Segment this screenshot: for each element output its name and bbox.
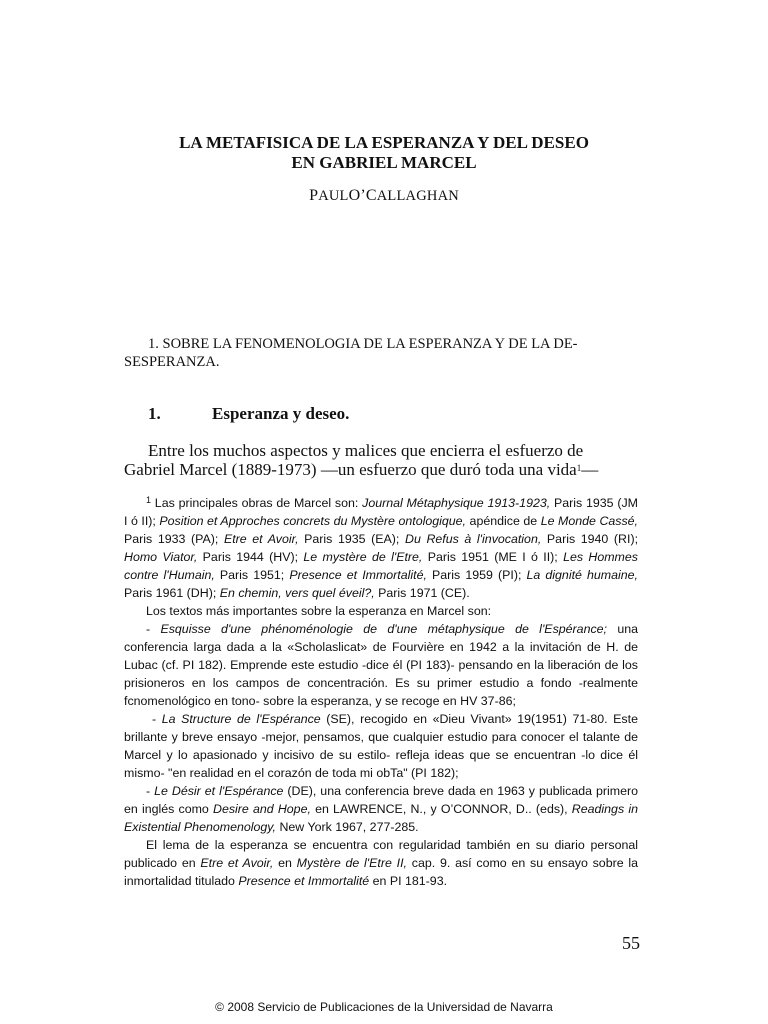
section-title: Esperanza y deseo. — [212, 404, 350, 423]
footnote — [124, 494, 638, 890]
italic-title: Presence et Immortalité, — [289, 568, 427, 582]
italic-title: Le Monde Cassé, — [540, 514, 639, 528]
footnote-marker: 1 — [146, 495, 152, 505]
italic-title: Mystère de l'Etre II, — [296, 856, 407, 870]
article-title-line-2: EN GABRIEL MARCEL — [291, 153, 477, 172]
author-last-rest: ALLAGHAN — [376, 188, 459, 204]
subsection-heading-line-1: 1. SOBRE LA FENOMENOLOGIA DE LA ESPERANZA Y DE LA DE- — [148, 336, 578, 352]
author-o: O’ — [348, 187, 366, 204]
italic-title: Position et Approches concrets du Mystère ontologique, — [159, 514, 467, 528]
text-run: Paris 1951 (ME I ó II); — [422, 550, 564, 564]
footnote-reference: 1 — [576, 463, 582, 473]
text-run: Paris 1935 (JM I ó II); — [124, 496, 638, 528]
body-line-1: Entre los muchos aspectos y malices que encierra el esfuerzo de — [148, 441, 584, 460]
text-run: Las principales obras de Marcel son: — [151, 496, 363, 510]
italic-title: Journal Métaphysique 1913-1923, — [362, 496, 551, 510]
italic-title: Readings in Existential Phenomenology, — [124, 802, 638, 834]
text-run: en LAWRENCE, N., y O’CONNOR, D.. (eds), — [310, 802, 572, 816]
text-run: Paris 1959 (PI); — [426, 568, 527, 582]
italic-title: Etre et Avoir, — [200, 856, 274, 870]
text-run: en — [273, 856, 297, 870]
italic-title: Les Hommes contre l'Humain, — [124, 550, 638, 582]
text-run: en PI 181-93. — [369, 874, 448, 888]
section-number: 1. — [148, 404, 161, 423]
footnote-runs — [124, 496, 638, 600]
text-run: - — [146, 784, 155, 798]
italic-title: Homo Viator, — [124, 550, 198, 564]
footnote-para-esquisse — [124, 620, 638, 710]
copyright-footer: © 2008 Servicio de Publicaciones de la Universidad de Navarra — [215, 1000, 553, 1014]
text-run: Paris 1961 (DH); — [124, 586, 220, 600]
text-run: El lema de la esperanza se encuentra con regularidad también en su diario personal publicado en — [124, 838, 638, 870]
footnote-para-lema — [124, 836, 638, 890]
text-run: Paris 1935 (EA); — [298, 532, 405, 546]
italic-title: Etre et Avoir, — [223, 532, 299, 546]
text-run: una conferencia larga dada a la «Scholaslicat» de Fourvière en 1942 a la invitación de H. de Lubac (cf. PI 182). Emprende este estudio -dice él (PI 183)- pensando en la liberación de los prisioneros en los campos de concentración. Es su primer estudio a fondo -realmente fcnomenológico en tono- sobre la esperanza, y se recoge en HV 37-86; — [124, 622, 638, 708]
italic-title: Desire and Hope, — [213, 802, 311, 816]
text-run: New York 1967, 277-285. — [276, 820, 419, 834]
body-line-2-dash: — — [581, 460, 599, 479]
italic-title: Du Refus à l'invocation, — [405, 532, 542, 546]
footnote-para-structure — [124, 710, 638, 782]
text-run: Paris 1933 (PA); — [124, 532, 224, 546]
article-title-line-1: LA METAFISICA DE LA ESPERANZA Y DEL DESEO — [179, 133, 589, 152]
text-run: (DE), una conferencia breve dada en 1963 y publicada primero en inglés como — [124, 784, 638, 816]
text-run: - — [152, 712, 162, 726]
author-initial-c: C — [365, 187, 377, 204]
italic-title: En chemin, vers quel éveil?, — [219, 586, 375, 600]
italic-title: Presence et Immortalité — [238, 874, 370, 888]
italic-title: Esquisse d'une phénoménologie de d'une métaphysique de l'Espérance; — [160, 622, 607, 636]
italic-title: La dignité humaine, — [526, 568, 638, 582]
footnote-para-texts: Los textos más importantes sobre la esperanza en Marcel son: — [146, 604, 492, 618]
italic-title: La Structure de l'Espérance — [161, 712, 321, 726]
text-run: - — [146, 622, 161, 636]
footnote-para-desir — [124, 782, 638, 836]
text-run: cap. 9. así como en su ensayo sobre la inmortalidad titulado — [124, 856, 639, 888]
italic-title: Le mystère de l'Etre, — [303, 550, 423, 564]
text-run: Paris 1971 (CE). — [374, 586, 470, 600]
text-run: Paris 1940 (RI); — [541, 532, 639, 546]
italic-title: Le Désir et l'Espérance — [154, 784, 284, 798]
subsection-heading-line-2: SESPERANZA. — [124, 354, 220, 370]
page-number: 55 — [622, 933, 640, 953]
author-initial-p: P — [309, 187, 319, 204]
text-run: apéndice de — [466, 514, 541, 528]
author-first-rest: AUL — [318, 188, 349, 204]
text-run: Paris 1951; — [214, 568, 290, 582]
body-line-2 — [124, 459, 639, 480]
text-run: (SE), recogido en «Dieu Vivant» 19(1951) 71-80. Este brillante y breve ensayo -mejor, pensamos, que cualquier estudio para conocer el talante de Marcel y lo apasionado y incisivo de su estilo- refleja ideas que se encuentran -lo dice él mismo- "en realidad en el corazón de toda mi obTa" (PI 182); — [124, 712, 638, 780]
text-run: Paris 1944 (HV); — [197, 550, 304, 564]
body-line-2-text: Gabriel Marcel (1889-1973) —un esfuerzo que duró toda una vida — [124, 460, 577, 479]
footnote-para-works — [124, 494, 638, 602]
author-name — [0, 187, 768, 205]
